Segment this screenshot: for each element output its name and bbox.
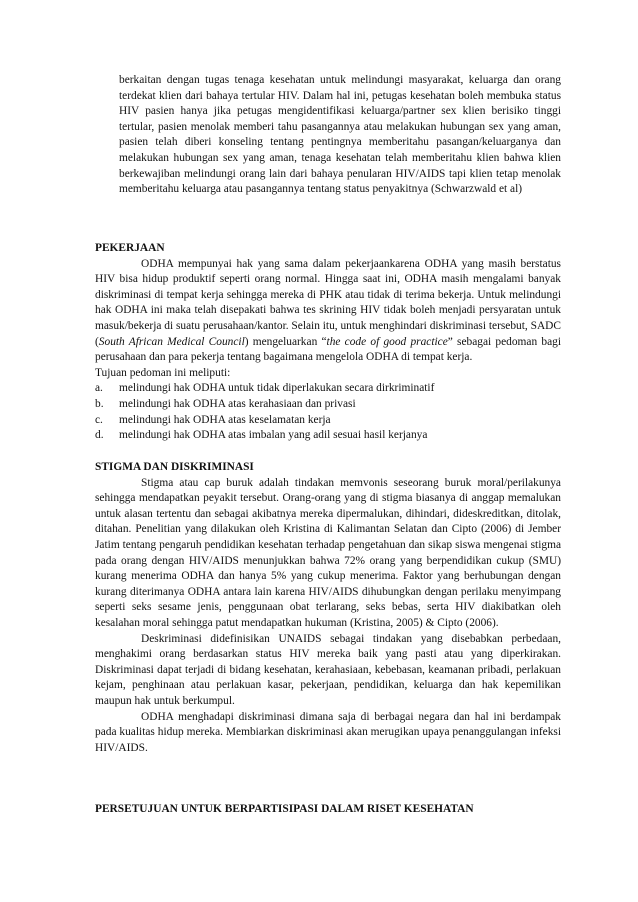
- list-item: [95, 381, 561, 397]
- pekerjaan-text-2: ) mengeluarkan “: [244, 335, 327, 348]
- list-text: melindungi hak ODHA untuk tidak diperlakukan secara dirkriminatif: [119, 382, 435, 395]
- list-item: [95, 413, 561, 429]
- list-marker: b.: [95, 397, 104, 410]
- heading-stigma: STIGMA DAN DISKRIMINASI: [95, 461, 254, 473]
- pekerjaan-text-1: ODHA mempunyai hak yang sama dalam pekerjaankarena ODHA yang masih berstatus HIV bisa hidup produktif seperti orang normal. Hingga saat ini, ODHA masih mengalami banyak diskriminasi di tempat kerja sehingga mereka di PHK atau tidak di terima bekerja. Untuk melindungi hak ODHA ini maka telah disepakati bahwa tes skrining HIV tidak boleh menjadi persyaratan untuk masuk/bekerja di suatu perusahaan/kantor. Selain itu, untuk menghindari diskriminasi tersebut, SADC (: [95, 257, 561, 348]
- list-text: melindungi hak ODHA atas imbalan yang adil sesuai hasil kerjanya: [119, 429, 428, 442]
- section-pekerjaan: [95, 241, 561, 444]
- pekerjaan-paragraph: [95, 257, 561, 366]
- list-marker: d.: [95, 429, 104, 442]
- list-text: melindungi hak ODHA atas keselamatan kerja: [119, 413, 331, 426]
- pekerjaan-list: [95, 381, 561, 443]
- stigma-paragraph-1: Stigma atau cap buruk adalah tindakan memvonis seseorang buruk moral/perilakunya sehingga mendapatkan peyakit tersebut. Orang-orang yang di stigma biasanya di anggap memalukan untuk alasan tertentu dan sebagai akibatnya mereka dipermalukan, dihindari, dideskreditkan, ditolak, ditahan. Penelitian yang dilakukan oleh Kristina di Kalimantan Selatan dan Cipto (2006) di Jember Jatim tentang pengaruh pendidikan kesehatan terhadap pengetahuan dan sikap siswa mengenai stigma pada orang dengan HIV/AIDS menunjukkan bahwa 72% orang yang berpendidikan cukup (SMU) kurang menerima ODHA dan hanya 5% yang cukup menerima. Faktor yang berhubungan dengan kurang diterimanya ODHA antara lain karena HIV/AIDS dihubungkan dengan perilaku menyimpang seperti seks sesame jenis, penggunaan obat terlarang, seks bebas, serta HIV diakibatkan oleh kesalahan moral sehingga patut mendapatkan hukuman (Kristina, 2005) & Cipto (2006).: [95, 476, 561, 629]
- heading-pekerjaan: PEKERJAAN: [95, 242, 165, 254]
- pekerjaan-text-3: ” sebagai pedoman bagi perusahaan dan para pekerja tentang bagaimana mengelola ODHA di tempat kerja.: [95, 335, 561, 364]
- list-marker: a.: [95, 382, 103, 395]
- continuation-text: berkaitan dengan tugas tenaga kesehatan untuk melindungi masyarakat, keluarga dan orang terdekat klien dari bahaya tertular HIV. Dalam hal ini, petugas kesehatan boleh membuka status HIV pasien hanya jika petugas mengidentifikasi keluarga/partner sex klien berisiko tinggi tertular, pasien menolak memberi tahu pasangannya atau melakukan hubungan sex yang aman, pasien telah diberi konseling tentang pentingnya memberitahu pasangan/keluarganya dan melakukan hubungan sex yang aman, tenaga kesehatan telah memberitahu klien bahwa klien berkewajiban melindungi orang lain dari bahaya penularan HIV/AIDS tapi klien tetap menolak memberitahu keluarga atau pasangannya tentang status penyakitnya (Schwarzwald et al): [119, 74, 561, 196]
- pekerjaan-emphasis-sadc: South African Medical Council: [98, 335, 245, 348]
- pekerjaan-emphasis-code: the code of good practice: [326, 335, 448, 348]
- list-marker: c.: [95, 413, 103, 426]
- list-item: [95, 428, 561, 444]
- section-persetujuan: [95, 802, 561, 818]
- pekerjaan-list-intro: Tujuan pedoman ini meliputi:: [95, 366, 231, 379]
- list-text: melindungi hak ODHA atas kerahasiaan dan privasi: [119, 397, 356, 410]
- stigma-paragraph-2: Deskriminasi didefinisikan UNAIDS sebagai tindakan yang disebabkan perbedaan, menghakimi orang berdasarkan status HIV mereka baik yang pasti atau yang diperkirakan. Diskriminasi dapat terjadi di bidang kesehatan, kerahasiaan, kebebasan, keamanan pribadi, perlakuan kejam, penghinaan atau perlakuan kasar, pekerjaan, pendidikan, keluarga dan hak kepemilikan maupun hak untuk berkumpul.: [95, 632, 561, 707]
- heading-persetujuan: PERSETUJUAN UNTUK BERPARTISIPASI DALAM RISET KESEHATAN: [95, 803, 474, 815]
- list-item: [95, 397, 561, 413]
- section-stigma: [95, 460, 561, 756]
- stigma-paragraph-3: ODHA menghadapi diskriminasi dimana saja di berbagai negara dan hal ini berdampak pada kualitas hidup mereka. Membiarkan diskriminasi akan merugikan upaya penanggulangan infeksi HIV/AIDS.: [95, 710, 561, 754]
- continuation-paragraph: [95, 73, 561, 198]
